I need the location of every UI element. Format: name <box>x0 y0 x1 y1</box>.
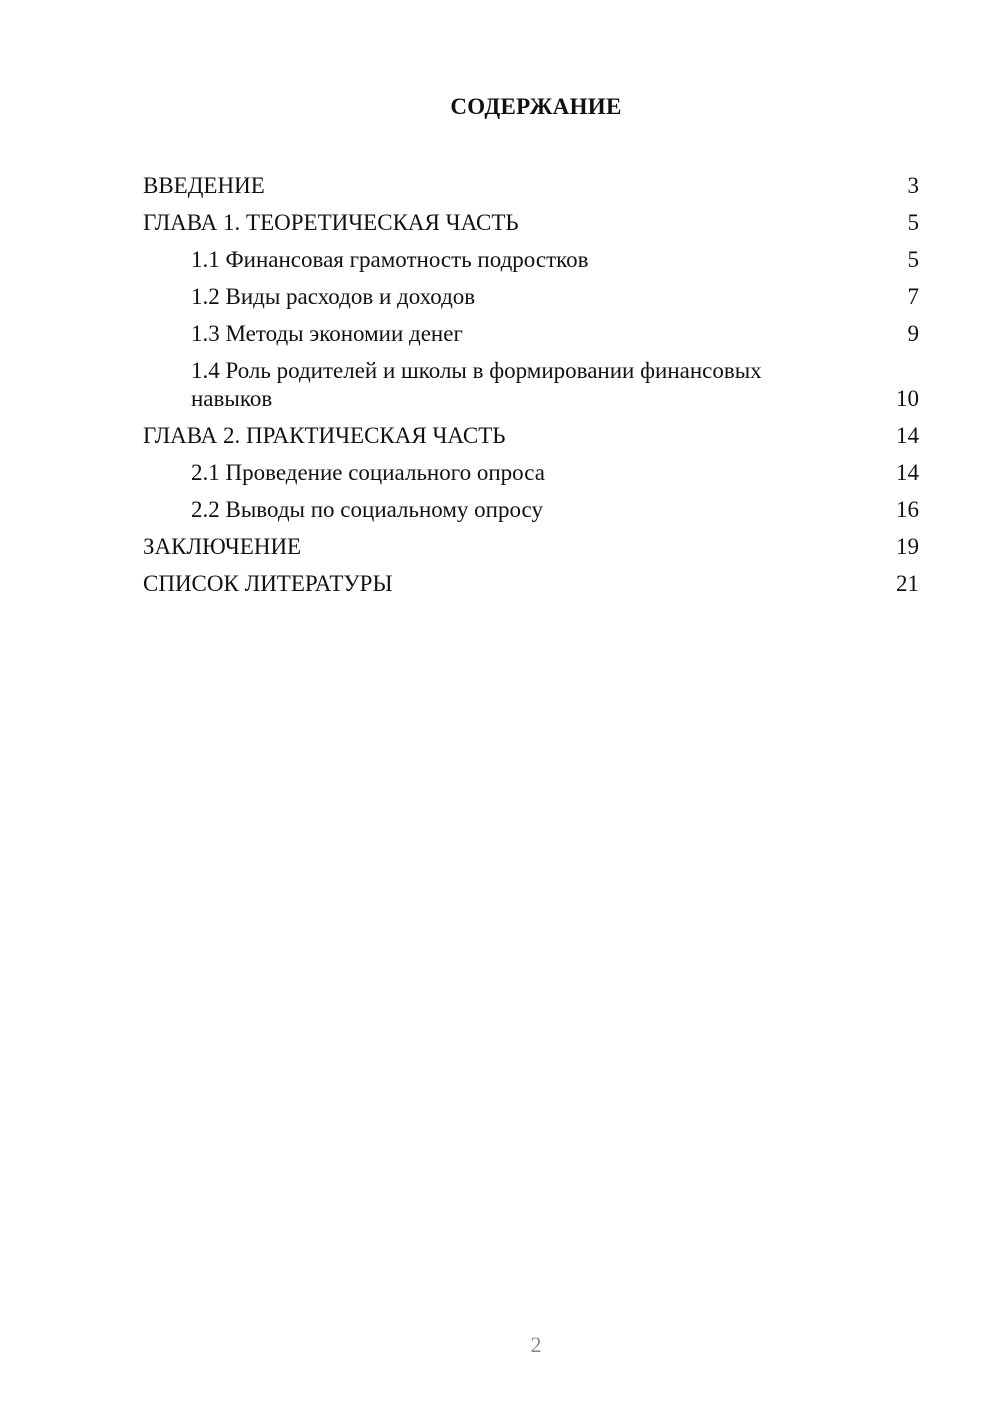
toc-entry-introduction <box>143 168 919 205</box>
toc-entry-text: ГЛАВА 1. ТЕОРЕТИЧЕСКАЯ ЧАСТЬ <box>143 210 519 235</box>
toc-entry-text: 2.1 Проведение социального опроса <box>191 460 545 485</box>
toc-entry-text: ГЛАВА 2. ПРАКТИЧЕСКАЯ ЧАСТЬ <box>143 423 506 448</box>
toc-entry-section-1-3 <box>143 316 919 353</box>
table-of-contents <box>143 168 919 603</box>
toc-entry-page: 3 <box>907 173 919 198</box>
toc-entry-page: 7 <box>907 284 919 309</box>
toc-entry-section-1-1 <box>143 242 919 279</box>
toc-entry-page: 10 <box>896 386 919 411</box>
toc-entry-text: 1.4 Роль родителей и школы в формировании финансовых навыков <box>191 358 762 411</box>
toc-entry-text: 1.1 Финансовая грамотность подростков <box>191 247 589 272</box>
toc-entry-page: 5 <box>907 210 919 235</box>
toc-entry-text: 1.2 Виды расходов и доходов <box>191 284 476 309</box>
toc-entry-page: 16 <box>896 497 919 522</box>
toc-entry-section-2-1 <box>143 455 919 492</box>
toc-title: СОДЕРЖАНИЕ <box>450 94 622 119</box>
toc-entry-section-1-2 <box>143 279 919 316</box>
toc-entry-text: 2.2 Выводы по социальному опросу <box>191 497 543 522</box>
toc-entry-text: СПИСОК ЛИТЕРАТУРЫ <box>143 571 393 596</box>
page-number: 2 <box>530 1332 542 1357</box>
toc-entry-page: 21 <box>896 571 919 596</box>
toc-entry-page: 5 <box>907 247 919 272</box>
toc-entry-page: 14 <box>896 460 919 485</box>
toc-entry-text: 1.3 Методы экономии денег <box>191 321 463 346</box>
toc-entry-text: ВВЕДЕНИЕ <box>143 173 265 198</box>
toc-entry-page: 14 <box>896 423 919 448</box>
toc-entry-chapter-1 <box>143 205 919 242</box>
toc-entry-chapter-2 <box>143 418 919 455</box>
toc-entry-section-2-2 <box>143 492 919 529</box>
toc-entry-references <box>143 566 919 603</box>
toc-entry-page: 9 <box>907 321 919 346</box>
toc-entry-page: 19 <box>896 534 919 559</box>
toc-entry-text: ЗАКЛЮЧЕНИЕ <box>143 534 302 559</box>
toc-entry-conclusion <box>143 529 919 566</box>
toc-entry-section-1-4 <box>143 353 919 418</box>
